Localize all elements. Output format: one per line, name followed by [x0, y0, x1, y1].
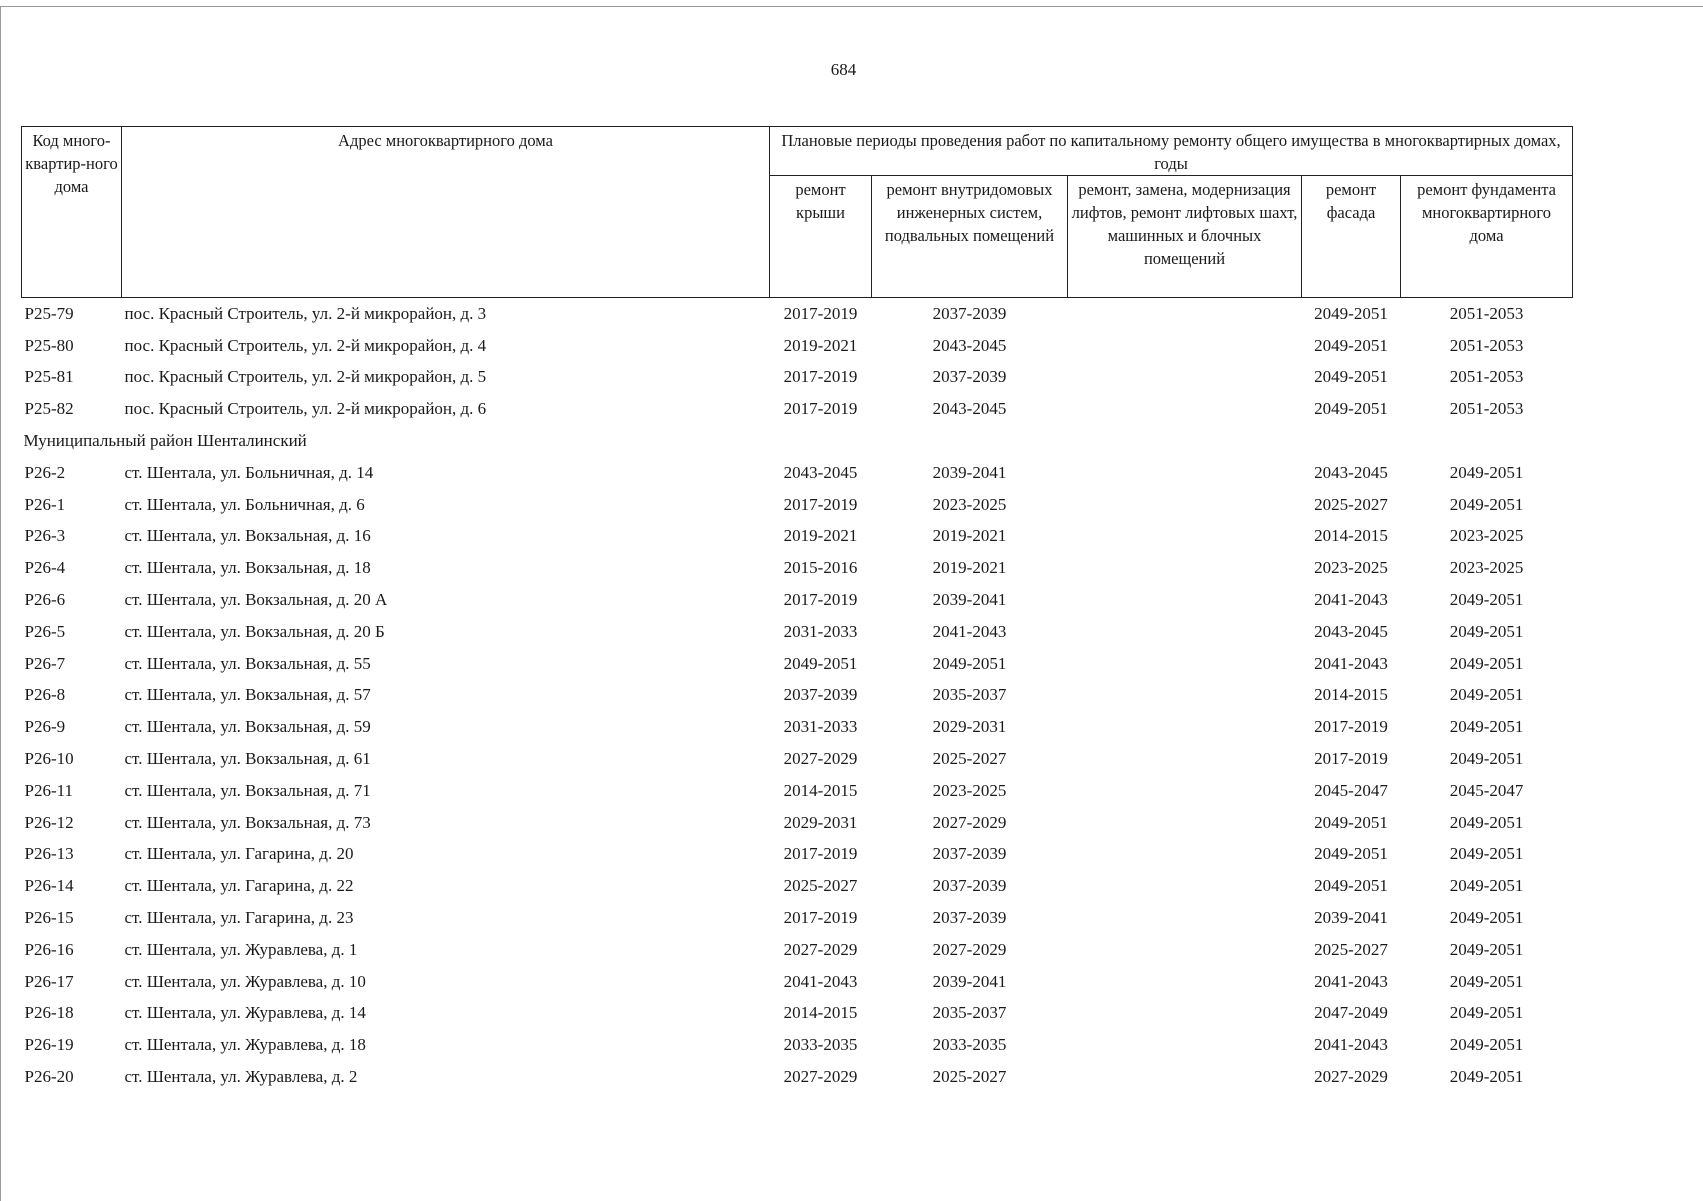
- cell-address: ст. Шентала, ул. Больничная, д. 14: [124, 462, 374, 482]
- cell-code: Р26-17: [24, 971, 74, 991]
- cell-roof: 2015-2016: [783, 558, 858, 578]
- cell-code: Р26-1: [24, 494, 66, 514]
- cell-systems: 2035-2037: [932, 1003, 1007, 1023]
- cell-address: ст. Шентала, ул. Больничная, д. 6: [124, 494, 365, 514]
- cell-lifts: [1068, 393, 1302, 425]
- cell-lifts: [1068, 1061, 1302, 1093]
- cell-code: Р26-10: [24, 749, 74, 769]
- cell-roof: 2031-2033: [783, 621, 858, 641]
- cell-facade: 2047-2049: [1314, 1003, 1388, 1023]
- cell-code: Р26-5: [24, 621, 66, 641]
- cell-systems: 2041-2043: [932, 621, 1007, 641]
- cell-systems: 2039-2041: [932, 971, 1007, 991]
- cell-lifts: [1068, 870, 1302, 902]
- cell-facade: 2049-2051: [1314, 812, 1388, 832]
- header-roof: ремонт крыши: [770, 176, 872, 298]
- cell-code: Р25-82: [24, 399, 74, 419]
- cell-address: ст. Шентала, ул. Журавлева, д. 18: [124, 1035, 366, 1055]
- cell-facade: 2041-2043: [1314, 590, 1388, 610]
- header-systems: ремонт внутридомовых инженерных систем, подвальных помещений: [872, 176, 1068, 298]
- cell-systems: 2023-2025: [932, 780, 1007, 800]
- cell-systems: 2037-2039: [932, 303, 1007, 323]
- cell-address: ст. Шентала, ул. Гагарина, д. 20: [124, 844, 354, 864]
- cell-lifts: [1068, 298, 1302, 330]
- cell-lifts: [1068, 680, 1302, 712]
- cell-roof: 2037-2039: [783, 685, 858, 705]
- cell-code: Р26-9: [24, 717, 66, 737]
- cell-facade: 2017-2019: [1314, 717, 1388, 737]
- cell-lifts: [1068, 839, 1302, 871]
- cell-address: пос. Красный Строитель, ул. 2-й микрорайон, д. 4: [124, 335, 487, 355]
- cell-address: ст. Шентала, ул. Вокзальная, д. 59: [124, 717, 371, 737]
- document-page: [0, 6, 1703, 1201]
- cell-lifts: [1068, 616, 1302, 648]
- cell-facade: 2049-2051: [1314, 876, 1388, 896]
- table-row: [22, 330, 1573, 362]
- cell-code: Р26-3: [24, 526, 66, 546]
- cell-foundation: 2049-2051: [1449, 590, 1524, 610]
- table-row: [22, 839, 1573, 871]
- cell-foundation: 2051-2053: [1449, 367, 1524, 387]
- cell-address: ст. Шентала, ул. Вокзальная, д. 18: [124, 558, 371, 578]
- cell-address: ст. Шентала, ул. Вокзальная, д. 61: [124, 749, 371, 769]
- cell-roof: 2027-2029: [783, 749, 858, 769]
- cell-roof: 2027-2029: [783, 939, 858, 959]
- cell-lifts: [1068, 457, 1302, 489]
- page-number: 684: [830, 60, 857, 79]
- cell-roof: 2041-2043: [783, 971, 858, 991]
- table-row: [22, 775, 1573, 807]
- cell-roof: 2027-2029: [783, 1067, 858, 1087]
- cell-roof: 2031-2033: [783, 717, 858, 737]
- table-body: [22, 298, 1573, 1093]
- table-row: [22, 616, 1573, 648]
- cell-lifts: [1068, 934, 1302, 966]
- cell-foundation: 2051-2053: [1449, 399, 1524, 419]
- cell-lifts: [1068, 584, 1302, 616]
- cell-roof: 2025-2027: [783, 876, 858, 896]
- cell-roof: 2017-2019: [783, 367, 858, 387]
- cell-code: Р26-7: [24, 653, 66, 673]
- cell-address: ст. Шентала, ул. Гагарина, д. 23: [124, 908, 354, 928]
- table-row: [22, 902, 1573, 934]
- table-row: [22, 648, 1573, 680]
- cell-address: ст. Шентала, ул. Журавлева, д. 2: [124, 1067, 358, 1087]
- header-row-top: [22, 127, 1573, 176]
- cell-roof: 2043-2045: [783, 462, 858, 482]
- cell-address: ст. Шентала, ул. Вокзальная, д. 73: [124, 812, 371, 832]
- header-periods-title: Плановые периоды проведения работ по капитальному ремонту общего имущества в многоквартирных домах, годы: [770, 127, 1573, 176]
- cell-lifts: [1068, 775, 1302, 807]
- table-row: [22, 521, 1573, 553]
- group-row: [22, 425, 1573, 457]
- cell-code: Р26-11: [24, 780, 73, 800]
- cell-facade: 2045-2047: [1314, 780, 1388, 800]
- cell-systems: 2037-2039: [932, 876, 1007, 896]
- header-address: Адрес многоквартирного дома: [122, 127, 770, 298]
- cell-lifts: [1068, 330, 1302, 362]
- cell-code: Р26-19: [24, 1035, 74, 1055]
- group-title: Муниципальный район Шенталинский: [23, 431, 307, 451]
- table-row: [22, 552, 1573, 584]
- cell-foundation: 2049-2051: [1449, 749, 1524, 769]
- cell-foundation: 2049-2051: [1449, 621, 1524, 641]
- cell-facade: 2049-2051: [1314, 844, 1388, 864]
- cell-code: Р25-80: [24, 335, 74, 355]
- header-foundation: ремонт фундамента многоквартирного дома: [1401, 176, 1573, 298]
- cell-facade: 2023-2025: [1314, 558, 1388, 578]
- table-row: [22, 393, 1573, 425]
- cell-roof: 2014-2015: [783, 780, 858, 800]
- cell-systems: 2039-2041: [932, 590, 1007, 610]
- header-code: Код много-квартир-ного дома: [22, 127, 122, 298]
- cell-foundation: 2049-2051: [1449, 1067, 1524, 1087]
- cell-facade: 2025-2027: [1314, 939, 1388, 959]
- cell-foundation: 2049-2051: [1449, 908, 1524, 928]
- table-row: [22, 934, 1573, 966]
- cell-lifts: [1068, 743, 1302, 775]
- cell-address: ст. Шентала, ул. Журавлева, д. 10: [124, 971, 366, 991]
- cell-foundation: 2023-2025: [1449, 558, 1524, 578]
- cell-address: ст. Шентала, ул. Гагарина, д. 22: [124, 876, 354, 896]
- header-lifts: ремонт, замена, модернизация лифтов, ремонт лифтовых шахт, машинных и блочных помещений: [1068, 176, 1302, 298]
- cell-code: Р26-13: [24, 844, 74, 864]
- cell-address: ст. Шентала, ул. Журавлева, д. 14: [124, 1003, 366, 1023]
- table-row: [22, 807, 1573, 839]
- cell-systems: 2027-2029: [932, 939, 1007, 959]
- cell-foundation: 2023-2025: [1449, 526, 1524, 546]
- cell-code: Р26-8: [24, 685, 66, 705]
- cell-address: ст. Шентала, ул. Вокзальная, д. 20 Б: [124, 621, 385, 641]
- cell-systems: 2043-2045: [932, 399, 1007, 419]
- cell-roof: 2019-2021: [783, 526, 858, 546]
- table-row: [22, 1061, 1573, 1093]
- cell-facade: 2027-2029: [1314, 1067, 1388, 1087]
- cell-lifts: [1068, 711, 1302, 743]
- cell-roof: 2049-2051: [783, 653, 858, 673]
- cell-systems: 2023-2025: [932, 494, 1007, 514]
- cell-address: ст. Шентала, ул. Вокзальная, д. 20 А: [124, 590, 388, 610]
- cell-systems: 2039-2041: [932, 462, 1007, 482]
- cell-systems: 2037-2039: [932, 908, 1007, 928]
- cell-code: Р26-12: [24, 812, 74, 832]
- cell-address: пос. Красный Строитель, ул. 2-й микрорайон, д. 5: [124, 367, 487, 387]
- cell-foundation: 2049-2051: [1449, 462, 1524, 482]
- cell-lifts: [1068, 552, 1302, 584]
- table-row: [22, 584, 1573, 616]
- cell-code: Р25-81: [24, 367, 74, 387]
- cell-roof: 2029-2031: [783, 812, 858, 832]
- cell-foundation: 2049-2051: [1449, 653, 1524, 673]
- cell-code: Р26-15: [24, 908, 74, 928]
- cell-foundation: 2051-2053: [1449, 335, 1524, 355]
- cell-facade: 2049-2051: [1314, 335, 1388, 355]
- cell-address: пос. Красный Строитель, ул. 2-й микрорайон, д. 3: [124, 303, 487, 323]
- cell-lifts: [1068, 807, 1302, 839]
- cell-systems: 2019-2021: [932, 526, 1007, 546]
- cell-foundation: 2051-2053: [1449, 303, 1524, 323]
- cell-systems: 2025-2027: [932, 1067, 1007, 1087]
- cell-systems: 2043-2045: [932, 335, 1007, 355]
- cell-code: Р26-4: [24, 558, 66, 578]
- cell-code: Р26-20: [24, 1067, 74, 1087]
- cell-roof: 2019-2021: [783, 335, 858, 355]
- cell-roof: 2017-2019: [783, 844, 858, 864]
- cell-foundation: 2049-2051: [1449, 812, 1524, 832]
- cell-systems: 2029-2031: [932, 717, 1007, 737]
- table-row: [22, 1029, 1573, 1061]
- table-row: [22, 870, 1573, 902]
- cell-lifts: [1068, 521, 1302, 553]
- cell-address: ст. Шентала, ул. Вокзальная, д. 71: [124, 780, 371, 800]
- cell-foundation: 2049-2051: [1449, 717, 1524, 737]
- cell-code: Р26-2: [24, 462, 66, 482]
- cell-foundation: 2049-2051: [1449, 685, 1524, 705]
- table-row: [22, 457, 1573, 489]
- cell-systems: 2025-2027: [932, 749, 1007, 769]
- table-row: [22, 680, 1573, 712]
- table-row: [22, 298, 1573, 330]
- cell-lifts: [1068, 362, 1302, 394]
- header-facade: ремонт фасада: [1302, 176, 1401, 298]
- cell-facade: 2049-2051: [1314, 399, 1388, 419]
- cell-code: Р26-16: [24, 939, 74, 959]
- cell-foundation: 2045-2047: [1449, 780, 1524, 800]
- cell-systems: 2027-2029: [932, 812, 1007, 832]
- cell-roof: 2033-2035: [783, 1035, 858, 1055]
- cell-foundation: 2049-2051: [1449, 844, 1524, 864]
- table-row: [22, 743, 1573, 775]
- cell-address: ст. Шентала, ул. Журавлева, д. 1: [124, 939, 358, 959]
- cell-facade: 2017-2019: [1314, 749, 1388, 769]
- cell-address: ст. Шентала, ул. Вокзальная, д. 57: [124, 685, 371, 705]
- cell-lifts: [1068, 902, 1302, 934]
- cell-code: Р26-18: [24, 1003, 74, 1023]
- cell-systems: 2019-2021: [932, 558, 1007, 578]
- cell-systems: 2037-2039: [932, 844, 1007, 864]
- cell-roof: 2017-2019: [783, 303, 858, 323]
- table-row: [22, 998, 1573, 1030]
- cell-foundation: 2049-2051: [1449, 1035, 1524, 1055]
- cell-facade: 2041-2043: [1314, 971, 1388, 991]
- cell-roof: 2017-2019: [783, 399, 858, 419]
- cell-lifts: [1068, 648, 1302, 680]
- cell-systems: 2037-2039: [932, 367, 1007, 387]
- cell-address: ст. Шентала, ул. Вокзальная, д. 55: [124, 653, 371, 673]
- cell-foundation: 2049-2051: [1449, 1003, 1524, 1023]
- cell-address: пос. Красный Строитель, ул. 2-й микрорайон, д. 6: [124, 399, 487, 419]
- cell-facade: 2025-2027: [1314, 494, 1388, 514]
- cell-roof: 2017-2019: [783, 494, 858, 514]
- cell-code: Р26-6: [24, 590, 66, 610]
- cell-lifts: [1068, 966, 1302, 998]
- cell-code: Р25-79: [24, 303, 74, 323]
- cell-facade: 2039-2041: [1314, 908, 1388, 928]
- cell-foundation: 2049-2051: [1449, 494, 1524, 514]
- cell-roof: 2017-2019: [783, 590, 858, 610]
- cell-facade: 2049-2051: [1314, 303, 1388, 323]
- table-row: [22, 966, 1573, 998]
- cell-code: Р26-14: [24, 876, 74, 896]
- cell-address: ст. Шентала, ул. Вокзальная, д. 16: [124, 526, 371, 546]
- table-row: [22, 711, 1573, 743]
- cell-facade: 2043-2045: [1314, 462, 1388, 482]
- cell-facade: 2043-2045: [1314, 621, 1388, 641]
- cell-lifts: [1068, 1029, 1302, 1061]
- cell-foundation: 2049-2051: [1449, 971, 1524, 991]
- table-row: [22, 362, 1573, 394]
- cell-systems: 2033-2035: [932, 1035, 1007, 1055]
- cell-facade: 2014-2015: [1314, 685, 1388, 705]
- cell-facade: 2041-2043: [1314, 653, 1388, 673]
- cell-systems: 2049-2051: [932, 653, 1007, 673]
- cell-facade: 2041-2043: [1314, 1035, 1388, 1055]
- cell-foundation: 2049-2051: [1449, 939, 1524, 959]
- table-row: [22, 489, 1573, 521]
- cell-lifts: [1068, 998, 1302, 1030]
- cell-roof: 2017-2019: [783, 908, 858, 928]
- cell-facade: 2014-2015: [1314, 526, 1388, 546]
- repair-schedule-table: [21, 126, 1573, 1093]
- cell-facade: 2049-2051: [1314, 367, 1388, 387]
- cell-systems: 2035-2037: [932, 685, 1007, 705]
- cell-roof: 2014-2015: [783, 1003, 858, 1023]
- cell-lifts: [1068, 489, 1302, 521]
- cell-foundation: 2049-2051: [1449, 876, 1524, 896]
